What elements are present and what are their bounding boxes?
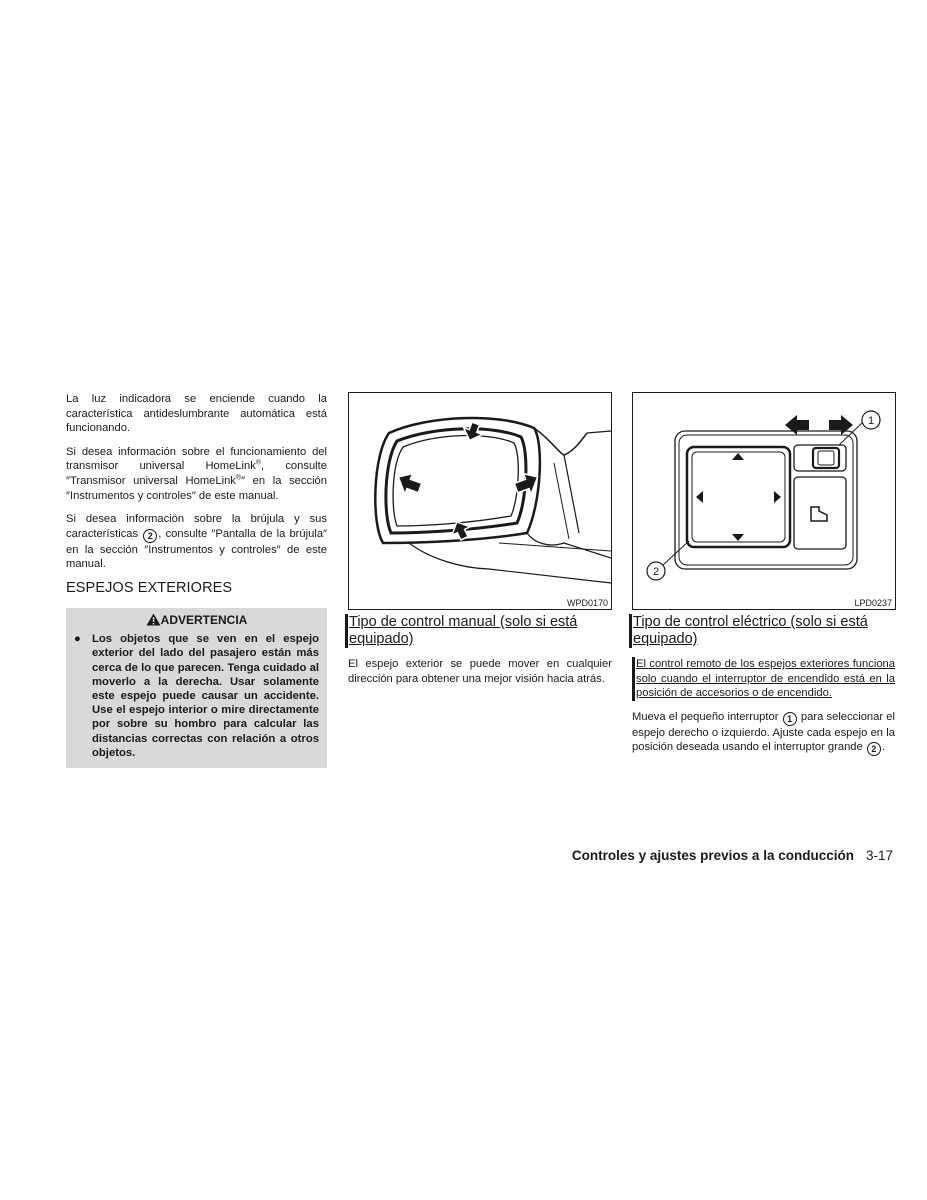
callout-1: 1 xyxy=(867,415,875,427)
homelink-paragraph xyxy=(66,445,327,503)
indicator-paragraph: La luz indicadora se enciende cuando la característica antideslumbrante automática está funcionando. xyxy=(66,393,327,435)
callout-number-2b: 2 xyxy=(867,742,881,756)
compass-text-a: Si desea información sobre la brújula y sus características xyxy=(66,513,327,540)
body-text-b: para seleccionar el espejo derecho o izquierdo. Ajuste cada espejo en la posición deseada usando el interruptor grande xyxy=(632,710,896,754)
page-number: 3-17 xyxy=(865,848,893,863)
compass-text-b: , consulte ″Pantalla de la brújula″ en la sección ″Instrumentos y controles″ de este manual. xyxy=(66,527,328,571)
warning-box xyxy=(66,608,327,768)
warning-triangle-icon xyxy=(146,613,161,626)
electric-control-heading: Tipo de control eléctrico (solo si está equipado) xyxy=(629,614,895,648)
warning-heading xyxy=(74,613,319,628)
registered-mark-2: ® xyxy=(235,474,242,482)
electric-control-body xyxy=(632,710,895,757)
section-title: ESPEJOS EXTERIORES xyxy=(66,579,233,596)
middle-column xyxy=(348,614,612,695)
chapter-title: Controles y ajustes previos a la conducción xyxy=(571,848,854,863)
figure-code: WPD0170 xyxy=(566,598,608,608)
electric-mirror-figure xyxy=(632,392,896,610)
body-text-c: . xyxy=(881,741,885,754)
warning-item xyxy=(74,632,319,760)
warning-title-text: ADVERTENCIA xyxy=(160,612,248,627)
homelink-text-b: , consulte ″Transmisor universal HomeLink xyxy=(66,460,327,487)
callout-2: 2 xyxy=(652,566,660,578)
bullet: ● xyxy=(74,633,81,646)
compass-paragraph xyxy=(66,512,327,572)
warning-text: Los objetos que se ven en el espejo exterior del lado del pasajero están más cerca de lo que parecen. Tenga cuidado al moverlo a la derecha. Usar solamente este espejo puede causar un accidente. Use el espejo interior o mire directamente por sobre su hombro para calcular las distancias correctas con relación a otros objetos. xyxy=(92,633,319,759)
manual-mirror-illustration xyxy=(349,393,611,609)
callout-number-1: 1 xyxy=(783,712,797,726)
right-column xyxy=(632,614,895,765)
electric-switch-illustration xyxy=(633,393,895,609)
homelink-text-c: ″ en la sección ″Instrumentos y controles″ de este manual. xyxy=(66,474,327,502)
page-footer xyxy=(572,848,893,863)
left-column xyxy=(66,392,327,768)
homelink-text-a: Si desea información sobre el funcionamiento del transmisor universal HomeLink xyxy=(66,445,327,473)
registered-mark: ® xyxy=(255,459,261,467)
callout-number-2: 2 xyxy=(143,529,157,543)
figure-code-2: LPD0237 xyxy=(854,598,892,608)
manual-control-body: El espejo exterior se puede mover en cualquier dirección para obtener una mejor visión hacia atrás. xyxy=(348,658,612,685)
manual-mirror-figure xyxy=(348,392,612,610)
body-text-a: Mueva el pequeño interruptor xyxy=(632,710,779,723)
manual-control-heading: Tipo de control manual (solo si está equipado) xyxy=(345,614,612,648)
ignition-note: El control remoto de los espejos exteriores funciona solo cuando el interruptor de encendido está en la posición de accesorios o de encendido. xyxy=(632,657,895,701)
